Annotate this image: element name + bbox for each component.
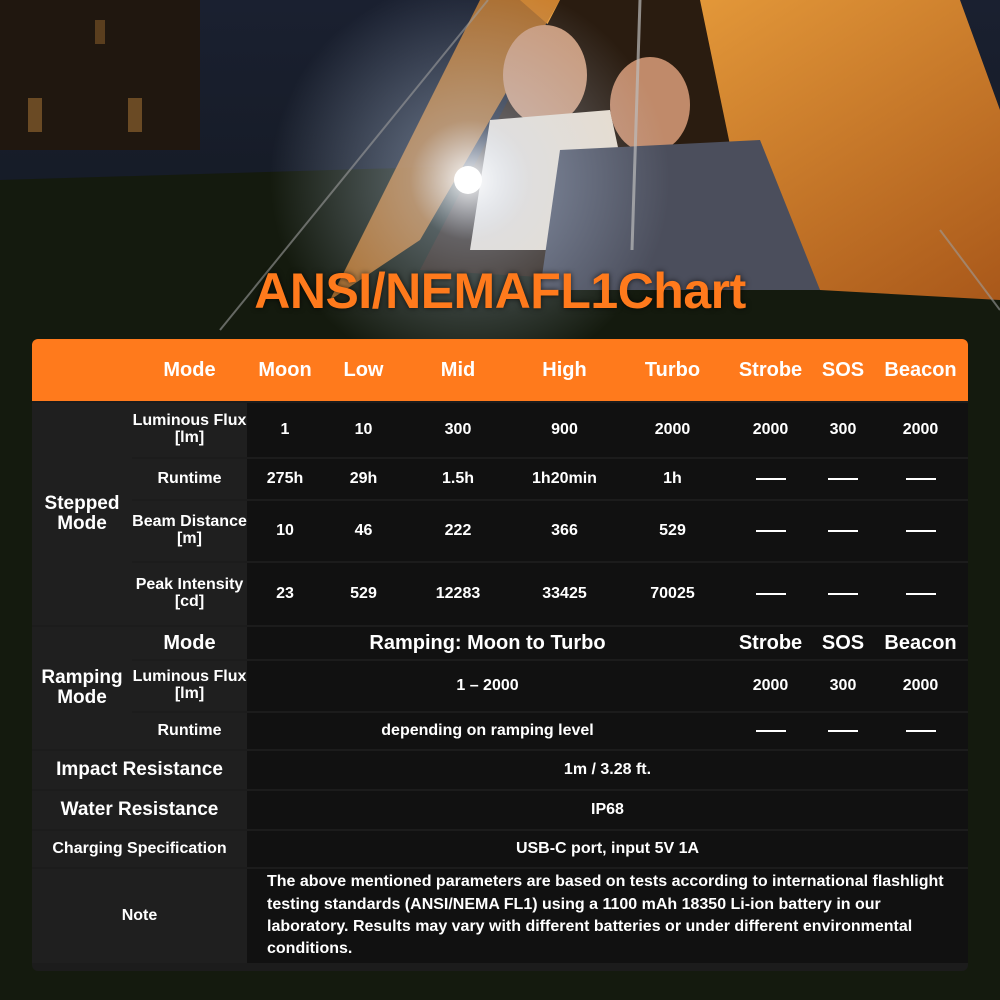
table-cell: 1h	[617, 459, 728, 499]
table-cell: 2000	[873, 661, 968, 711]
header-turbo: Turbo	[617, 339, 728, 401]
charging-specification-value: USB-C port, input 5V 1A	[247, 831, 968, 867]
table-cell-empty	[813, 459, 873, 499]
charging-specification-label: Charging Specification	[32, 831, 247, 867]
header-strobe: Strobe	[728, 339, 813, 401]
table-cell: 46	[323, 501, 404, 561]
header-moon: Moon	[247, 339, 323, 401]
row-label-beam-distance: Beam Distance [m]	[132, 501, 247, 561]
table-cell-empty	[813, 713, 873, 749]
table-cell: 300	[404, 403, 512, 457]
header-high: High	[512, 339, 617, 401]
header-low: Low	[323, 339, 404, 401]
table-cell: 23	[247, 563, 323, 625]
table-cell-empty	[873, 459, 968, 499]
spec-table	[32, 339, 968, 971]
table-cell: 2000	[617, 403, 728, 457]
dash-mark	[906, 530, 936, 532]
water-resistance-label: Water Resistance	[32, 791, 247, 829]
dash-mark	[906, 593, 936, 595]
table-cell-empty	[813, 501, 873, 561]
table-cell-empty	[728, 563, 813, 625]
table-cell: 12283	[404, 563, 512, 625]
ramping-strobe: Strobe	[728, 627, 813, 659]
ramping-mode-header: Mode	[132, 627, 247, 659]
dash-mark	[828, 530, 858, 532]
dash-mark	[756, 478, 786, 480]
stepped-mode-label: Stepped Mode	[32, 403, 132, 625]
dash-mark	[756, 593, 786, 595]
row-label-runtime: Runtime	[132, 459, 247, 499]
table-cell: 2000	[873, 403, 968, 457]
table-cell-empty	[728, 713, 813, 749]
header-sos: SOS	[813, 339, 873, 401]
dash-mark	[828, 478, 858, 480]
header-corner	[32, 339, 132, 401]
table-cell: 2000	[728, 661, 813, 711]
dash-mark	[756, 730, 786, 732]
ramping-mode-label: Ramping Mode	[32, 627, 132, 749]
row-label-luminous-flux: Luminous Flux [lm]	[132, 403, 247, 457]
ramping-range: Ramping: Moon to Turbo	[247, 627, 728, 659]
table-cell: 300	[813, 661, 873, 711]
table-cell: 1.5h	[404, 459, 512, 499]
table-cell: 10	[323, 403, 404, 457]
impact-resistance-label: Impact Resistance	[32, 751, 247, 789]
table-cell: 29h	[323, 459, 404, 499]
table-cell: 275h	[247, 459, 323, 499]
table-cell: 529	[323, 563, 404, 625]
header-mid: Mid	[404, 339, 512, 401]
table-cell: 33425	[512, 563, 617, 625]
chart-title: ANSI/NEMAFL1Chart	[254, 263, 746, 319]
row-label-ramping-runtime: Runtime	[132, 713, 247, 749]
ramping-flux-range: 1 – 2000	[247, 661, 728, 711]
table-cell: 70025	[617, 563, 728, 625]
note-label: Note	[32, 869, 247, 963]
dash-mark	[756, 530, 786, 532]
dash-mark	[828, 730, 858, 732]
impact-resistance-value: 1m / 3.28 ft.	[247, 751, 968, 789]
table-cell-empty	[728, 459, 813, 499]
table-cell-empty	[728, 501, 813, 561]
ramping-beacon: Beacon	[873, 627, 968, 659]
ramping-sos: SOS	[813, 627, 873, 659]
dash-mark	[828, 593, 858, 595]
table-cell-empty	[873, 563, 968, 625]
water-resistance-value: IP68	[247, 791, 968, 829]
table-cell: 366	[512, 501, 617, 561]
table-cell: 222	[404, 501, 512, 561]
row-label-peak-intensity: Peak Intensity [cd]	[132, 563, 247, 625]
header-mode: Mode	[132, 339, 247, 401]
table-cell: 2000	[728, 403, 813, 457]
table-cell: 1	[247, 403, 323, 457]
table-cell-empty	[813, 563, 873, 625]
table-cell: 1h20min	[512, 459, 617, 499]
header-beacon: Beacon	[873, 339, 968, 401]
table-cell: 900	[512, 403, 617, 457]
row-label-ramping-flux: Luminous Flux [lm]	[132, 661, 247, 711]
note-text: The above mentioned parameters are based on tests according to international flashlight testing standards (ANSI/NEMA FL1) using a 1100 mAh 18350 Li-ion battery in our laboratory. Results may vary with different batteries or under different environmental conditions.	[247, 869, 968, 963]
table-cell: 300	[813, 403, 873, 457]
table-cell-empty	[873, 501, 968, 561]
ramping-runtime-value: depending on ramping level	[247, 713, 728, 749]
table-cell: 529	[617, 501, 728, 561]
table-cell: 10	[247, 501, 323, 561]
dash-mark	[906, 730, 936, 732]
dash-mark	[906, 478, 936, 480]
table-cell-empty	[873, 713, 968, 749]
